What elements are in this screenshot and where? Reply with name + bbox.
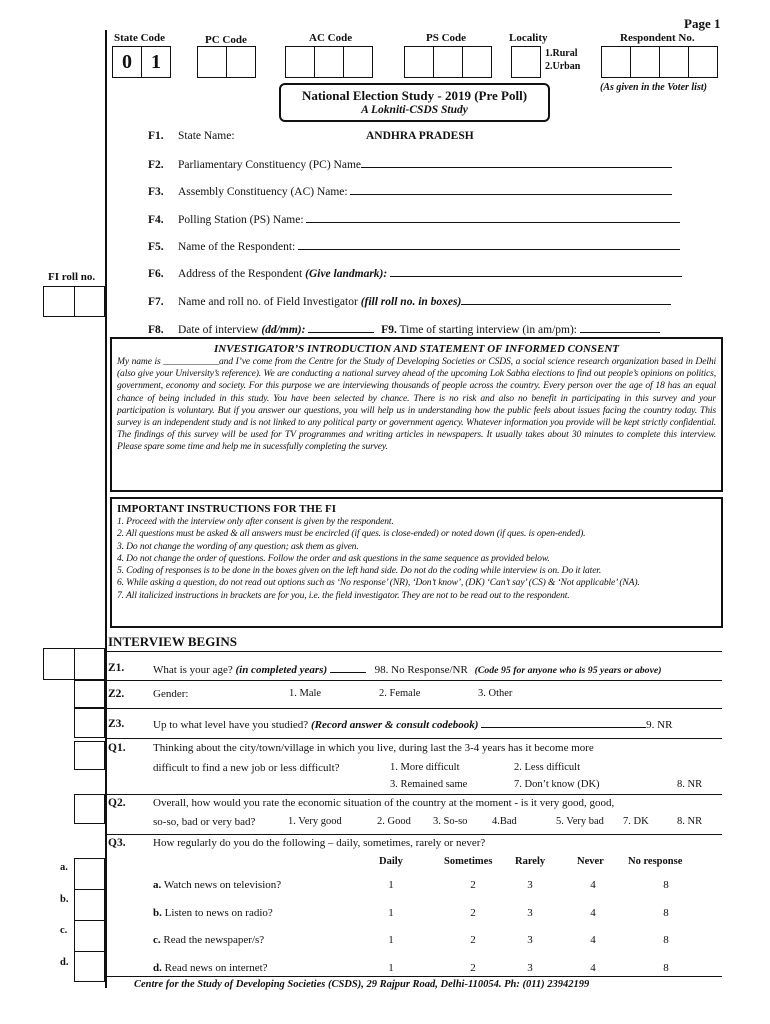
ps-code-label: PS Code — [426, 32, 467, 44]
q2-option[interactable]: 3. So-so — [433, 816, 468, 827]
study-title: National Election Study - 2019 (Pre Poll) — [301, 88, 528, 103]
q3-question: How regularly do you do the following – daily, sometimes, rarely or never? — [153, 837, 486, 849]
q3-col-no-response: No response — [628, 856, 683, 867]
field-f6: F6. Address of the Respondent (Give landmark): — [148, 266, 682, 280]
z3-code-box[interactable] — [74, 708, 105, 738]
q1-option[interactable]: 1. More difficult — [390, 762, 460, 773]
instruction-item: 6. While asking a question, do not read out options such as ‘No response’ (NR), ‘Don’t know’, (DK) ‘Can’t say’ (CS) & ‘Not applicable’ (NA). — [117, 577, 640, 589]
q3b-code[interactable]: 3 — [527, 907, 533, 919]
q3a-code[interactable]: 1 — [388, 879, 394, 891]
q-number: Z3. — [108, 718, 125, 730]
q2-option[interactable]: 1. Very good — [288, 816, 342, 827]
gender-option[interactable]: 2. Female — [379, 688, 421, 699]
q3c-code-box[interactable] — [74, 920, 105, 952]
respondent-note: (As given in the Voter list) — [600, 82, 707, 93]
fi-name-line[interactable] — [461, 294, 671, 305]
z1-code-box-1[interactable] — [43, 648, 75, 680]
q3-row-letter: c. — [60, 925, 68, 936]
instruction-item: 1. Proceed with the interview only after consent is given by the respondent. — [117, 516, 394, 527]
locality-option-urban: 2.Urban — [545, 61, 581, 72]
q3d-code[interactable]: 4 — [590, 962, 596, 974]
q3-col-daily: Daily — [379, 856, 403, 867]
rule — [105, 651, 722, 652]
q1-option[interactable]: 3. Remained same — [390, 779, 468, 790]
ac-name-line[interactable] — [350, 184, 672, 195]
q3-col-rarely: Rarely — [515, 856, 546, 867]
education-line[interactable] — [481, 717, 646, 728]
respondent-no-box-1[interactable] — [601, 46, 631, 78]
state-code-label: State Code — [114, 32, 166, 44]
field-f4: F4. Polling Station (PS) Name: — [148, 212, 680, 226]
q3d-code[interactable]: 3 — [527, 962, 533, 974]
rule — [105, 738, 722, 739]
q-number: Q2. — [108, 797, 126, 809]
respondent-no-box-3[interactable] — [659, 46, 689, 78]
q3c-code[interactable]: 8 — [663, 934, 669, 946]
state-name-value: ANDHRA PRADESH — [366, 130, 474, 142]
respondent-no-box-2[interactable] — [630, 46, 660, 78]
z3-question: Up to what level have you studied? (Record answer & consult codebook) 9. NR — [153, 719, 673, 731]
q3a-code[interactable]: 3 — [527, 879, 533, 891]
q3b-code[interactable]: 2 — [470, 907, 476, 919]
instruction-item: 2. All questions must be asked & all answers must be encircled (if ques. is close-ended) or noted down (if ques. is open-ended). — [117, 528, 586, 540]
gender-option[interactable]: 3. Other — [478, 688, 513, 699]
field-f8: F8. Date of interview (dd/mm): F9. Time of starting interview (in am/pm): — [148, 322, 660, 336]
field-f2: F2. Parliamentary Constituency (PC) Name — [148, 157, 672, 171]
q2-option[interactable]: 7. DK — [623, 816, 649, 827]
locality-label: Locality — [509, 32, 548, 44]
rule — [105, 680, 722, 681]
fi-roll-box-1[interactable] — [43, 286, 75, 317]
fi-roll-label: FI roll no. — [48, 271, 96, 283]
q3a-code-box[interactable] — [74, 858, 105, 890]
q2-option[interactable]: 8. NR — [677, 816, 703, 827]
q3a-code[interactable]: 8 — [663, 879, 669, 891]
age-line[interactable] — [330, 662, 366, 673]
page-label: Page 1 — [684, 16, 721, 31]
date-line[interactable] — [308, 322, 374, 333]
q2-option[interactable]: 5. Very bad — [556, 816, 604, 827]
instruction-item: 5. Coding of responses is to be done in the boxes given on the left hand side. Do not do the coding while interview is on. Do it later. — [117, 565, 602, 577]
z2-question: Gender: — [153, 688, 189, 700]
q1-option[interactable]: 7. Don’t know (DK) — [514, 779, 600, 790]
fi-roll-box-2[interactable] — [74, 286, 105, 317]
field-f5: F5. Name of the Respondent: — [148, 239, 680, 253]
q2-option[interactable]: 2. Good — [377, 816, 411, 827]
q-number: Q1. — [108, 742, 126, 754]
q3d-code[interactable]: 2 — [470, 962, 476, 974]
respondent-no-label: Respondent No. — [620, 32, 695, 44]
q3-row-label: a. Watch news on television? — [153, 879, 282, 891]
rule — [105, 834, 722, 835]
pc-code-box-2[interactable] — [226, 46, 256, 78]
q3d-code[interactable]: 1 — [388, 962, 394, 974]
left-margin-rule — [105, 30, 107, 988]
q-number: Z2. — [108, 688, 125, 700]
gender-option[interactable]: 1. Male — [289, 688, 322, 699]
z1-code-box-2[interactable] — [74, 648, 105, 680]
z1-question: What is your age? (in completed years) 98. No Response/NR (Code 95 for anyone who is 95 years or above) — [153, 664, 662, 676]
instruction-item: 7. All italicized instructions in brackets are for you, i.e. the field investigator. They are not to be read out to the respondent. — [117, 589, 570, 601]
ps-name-line[interactable] — [306, 212, 680, 223]
q3a-code[interactable]: 2 — [470, 879, 476, 891]
instruction-item: 4. Do not change the order of questions. Follow the order and ask questions in the same sequence as provided below. — [117, 552, 550, 564]
q1-option[interactable]: 8. NR — [677, 779, 703, 790]
q3c-code[interactable]: 4 — [590, 934, 596, 946]
q1-line-2: difficult to find a new job or less difficult? — [153, 762, 340, 774]
consent-title: INVESTIGATOR’S INTRODUCTION AND STATEMENT OF INFORMED CONSENT — [213, 343, 620, 355]
q3d-code[interactable]: 8 — [663, 962, 669, 974]
pc-name-line[interactable] — [361, 157, 672, 168]
consent-body: My name is ____________and I’ve come from the Centre for the Study of Developing Societies or CSDS, a social science research organization based in Delhi (also give your University’s reference). We are conducting a national survey ahead of the upcoming Lok Sabha elections to find out people’s opinions on politics, government, economy and society. For this purpose we are interviewing thousands of people across the country. Every person over the age of 18 has an equal chance of being included in this study. You have been selected by chance. There is no risk and also no benefit in participating in this survey and your participation is voluntary. But if you answer our questions, you will help us in understanding how the public feels about issues facing the country today. This survey is an independent study and is not linked to any political party or government agency. Whatever information you provide will be kept strictly confidential. The findings of this survey will be used for TV programmes and writing articles in newspapers. It usually takes about 30 minutes to complete this interview. Please spare some time and help me in sucessfully completing the survey. — [117, 356, 716, 453]
footer-address: Centre for the Study of Developing Societies (CSDS), 29 Rajpur Road, Delhi-110054. Ph: (011) 23942199 — [134, 979, 590, 990]
instruction-item: 3. Do not change the wording of any question; ask them as given. — [117, 540, 359, 552]
q3b-code-box[interactable] — [74, 889, 105, 921]
instructions-box — [110, 497, 723, 628]
q3-col-sometimes: Sometimes — [444, 856, 493, 867]
q3c-code[interactable]: 2 — [470, 934, 476, 946]
instructions-title: IMPORTANT INSTRUCTIONS FOR THE FI — [117, 503, 337, 515]
pc-code-box-1[interactable] — [197, 46, 227, 78]
consent-box — [110, 337, 723, 492]
q2-line-2: so-so, bad or very bad? — [153, 816, 256, 828]
q3-row-letter: d. — [60, 957, 69, 968]
state-code-digit-2[interactable]: 1 — [141, 46, 171, 78]
time-line[interactable] — [580, 322, 660, 333]
study-title-box — [279, 83, 550, 122]
q3-row-label: b. Listen to news on radio? — [153, 907, 273, 919]
q2-code-box[interactable] — [74, 794, 105, 824]
study-subtitle: A Lokniti-CSDS Study — [361, 104, 468, 116]
field-f7: F7. Name and roll no. of Field Investigator (fill roll no. in boxes) — [148, 294, 671, 308]
q1-code-box[interactable] — [74, 741, 105, 770]
ac-code-box-3[interactable] — [343, 46, 373, 78]
q3c-code[interactable]: 1 — [388, 934, 394, 946]
ac-code-box-2[interactable] — [314, 46, 344, 78]
ps-code-box-2[interactable] — [433, 46, 463, 78]
address-line[interactable] — [390, 266, 682, 277]
rule — [105, 976, 722, 977]
ac-code-box-1[interactable] — [285, 46, 315, 78]
q3-row-label: d. Read news on internet? — [153, 962, 268, 974]
q2-option[interactable]: 4.Bad — [492, 816, 517, 827]
q1-line-1: Thinking about the city/town/village in which you live, during last the 3-4 years has it become more — [153, 742, 594, 754]
q-number: Q3. — [108, 837, 126, 849]
z2-code-box[interactable] — [74, 680, 105, 708]
q2-line-1: Overall, how would you rate the economic situation of the country at the moment - is it very good, good, — [153, 797, 615, 809]
q3-row-label: c. Read the newspaper/s? — [153, 934, 265, 946]
q3-row-letter: a. — [60, 862, 68, 873]
locality-option-rural: 1.Rural — [545, 48, 578, 59]
ac-code-label: AC Code — [309, 32, 353, 44]
interview-heading: INTERVIEW BEGINS — [108, 634, 237, 649]
respondent-name-line[interactable] — [298, 239, 680, 250]
q3b-code[interactable]: 4 — [590, 907, 596, 919]
ps-code-box-3[interactable] — [462, 46, 492, 78]
field-f3: F3. Assembly Constituency (AC) Name: — [148, 184, 672, 198]
pc-code-label: PC Code — [205, 34, 247, 46]
q3b-code[interactable]: 8 — [663, 907, 669, 919]
q3-row-letter: b. — [60, 894, 69, 905]
rule — [105, 794, 722, 795]
state-code-digit-1[interactable]: 0 — [112, 46, 142, 78]
q1-option[interactable]: 2. Less difficult — [514, 762, 581, 773]
field-f1: F1. State Name: ANDHRA PRADESH — [148, 130, 474, 142]
q3d-code-box[interactable] — [74, 951, 105, 982]
q-number: Z1. — [108, 662, 125, 674]
q3b-code[interactable]: 1 — [388, 907, 394, 919]
locality-box[interactable] — [511, 46, 541, 78]
q3c-code[interactable]: 3 — [527, 934, 533, 946]
respondent-no-box-4[interactable] — [688, 46, 718, 78]
q3-col-never: Never — [577, 856, 604, 867]
rule — [105, 708, 722, 709]
ps-code-box-1[interactable] — [404, 46, 434, 78]
q3a-code[interactable]: 4 — [590, 879, 596, 891]
